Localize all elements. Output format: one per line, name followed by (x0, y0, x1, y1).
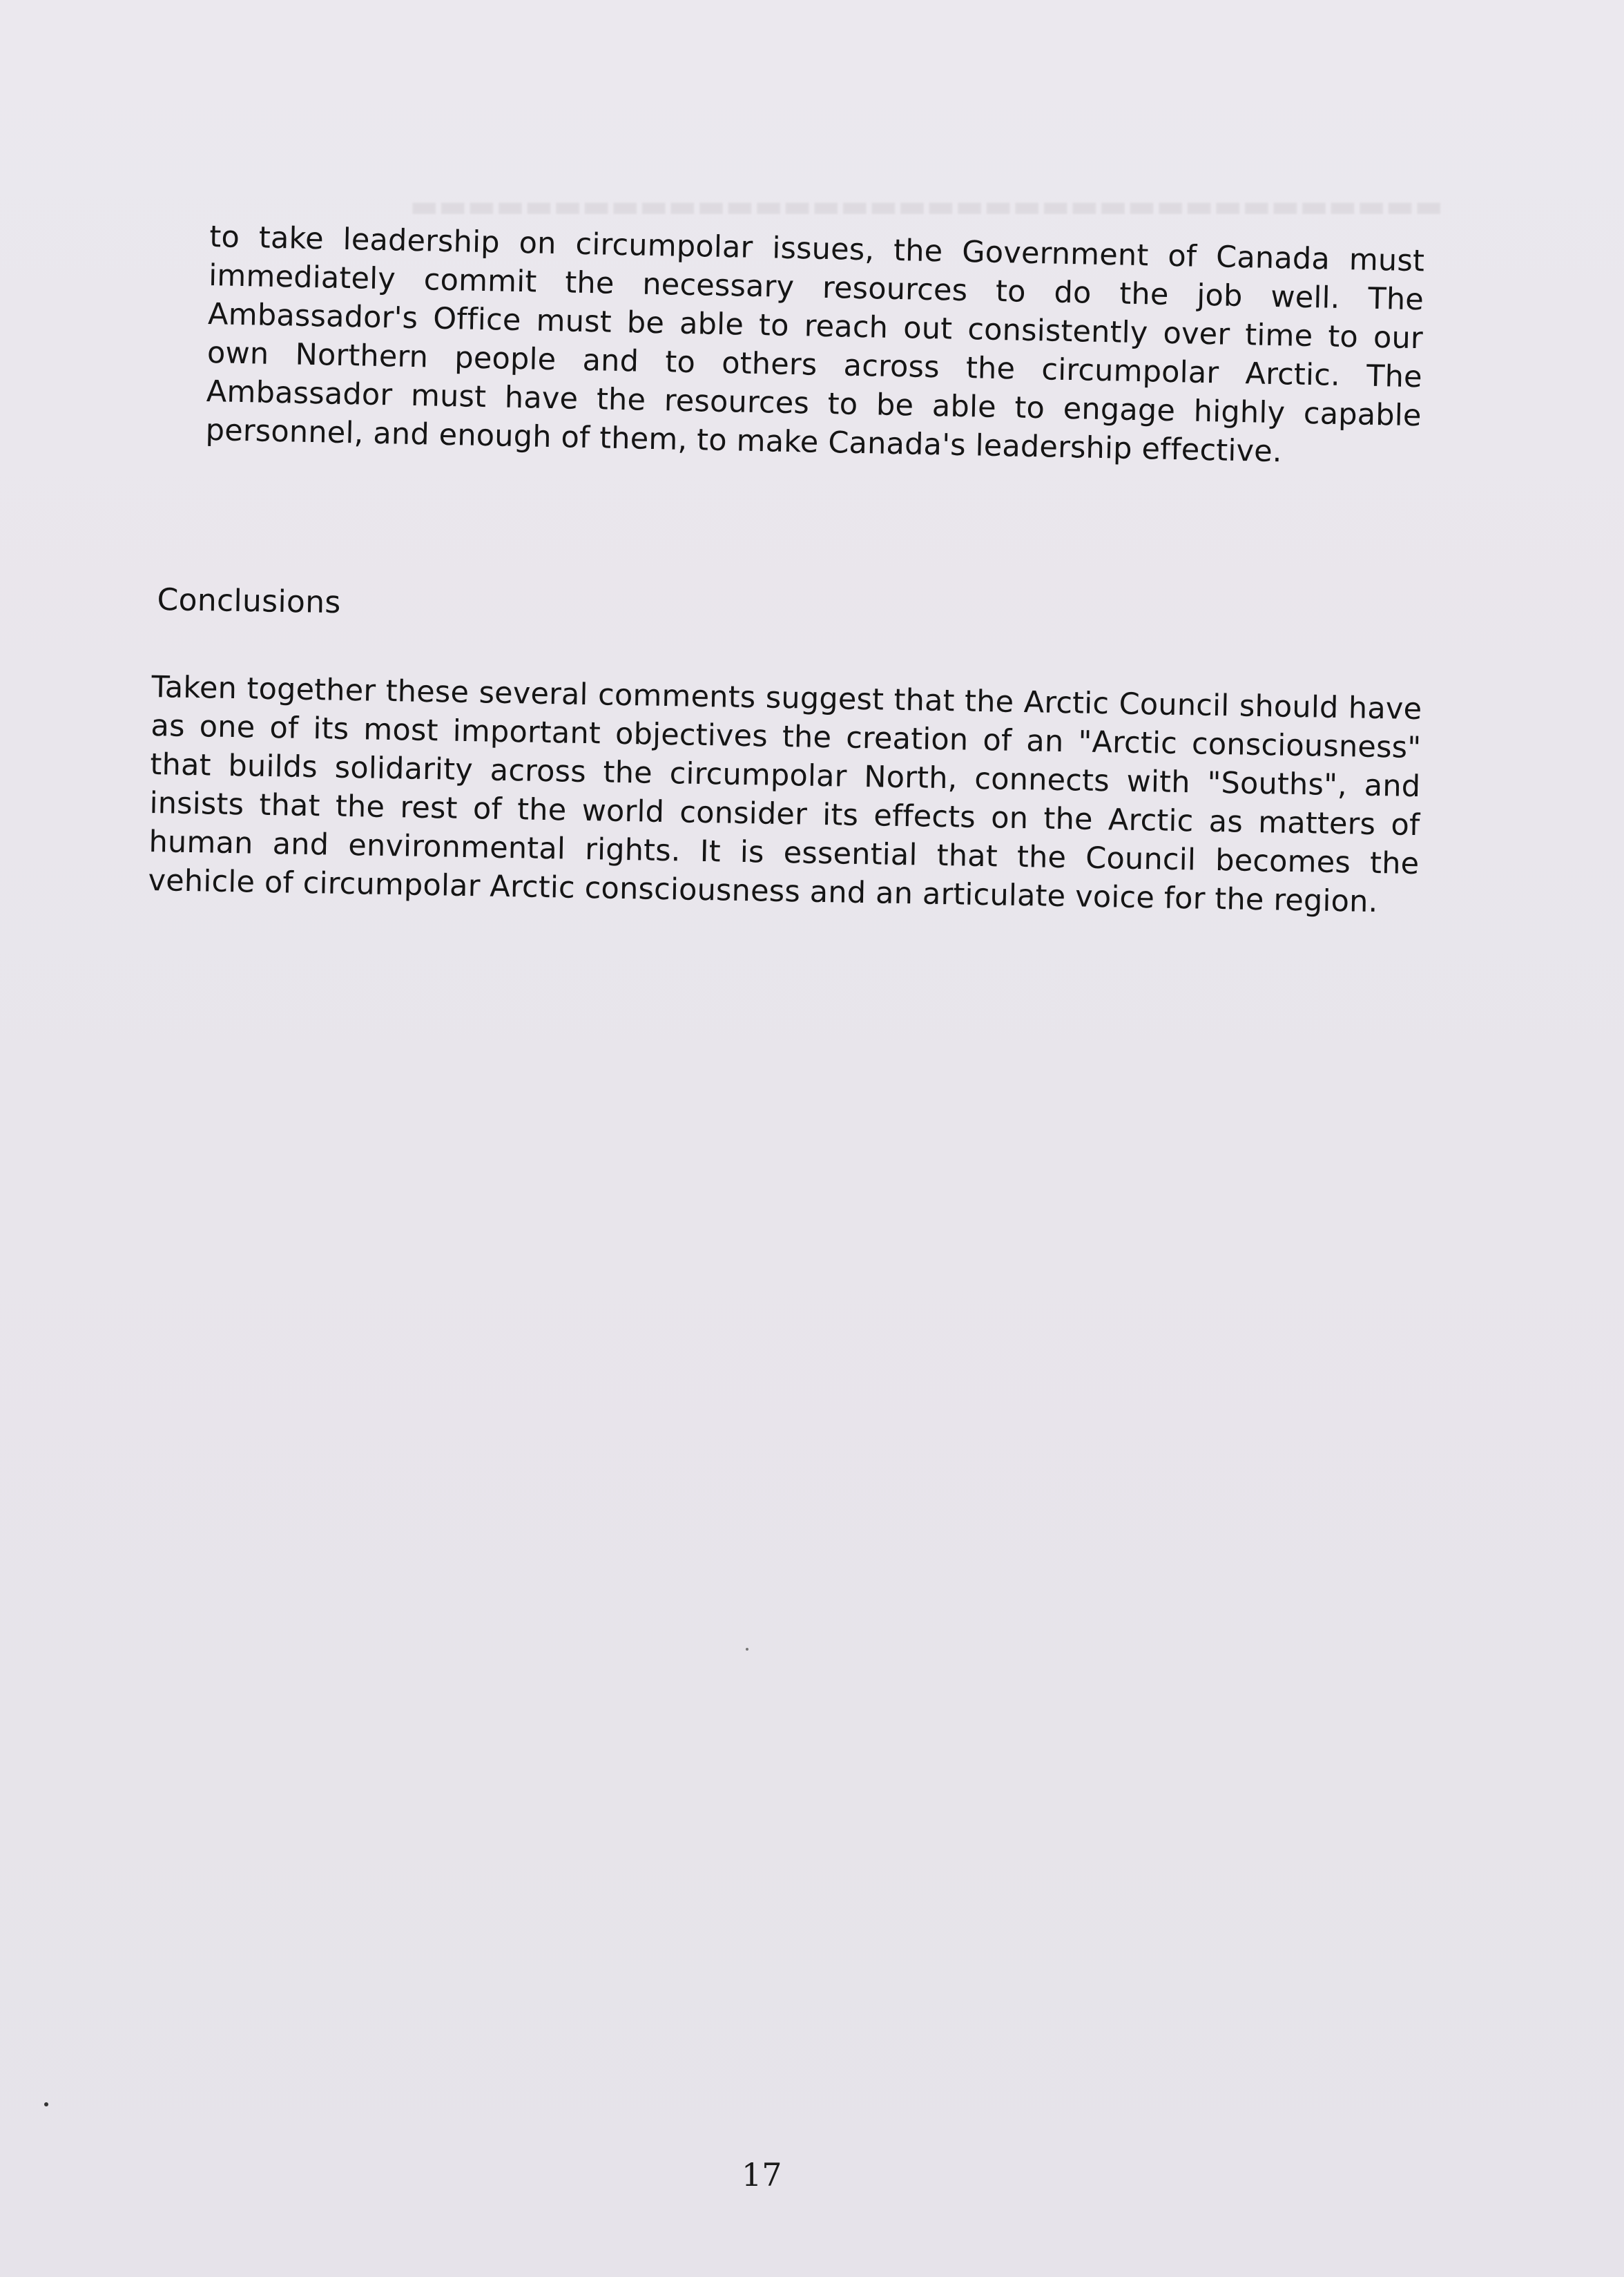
page-number: 17 (742, 2156, 782, 2193)
scan-speck (746, 1648, 748, 1651)
body-paragraph-conclusions: Taken together these several comments suggest that the Arctic Council should have as one of its most important objectives the creation of an "Arctic consciousness" that builds solidarity across the circumpolar North, connects with "Souths", and insists that the rest of the world consider its effects on the Arctic as matters of human and environmental rights. It is essential that the Council becomes the vehicle of circumpolar Arctic consciousness and an articulate voice for the region. (148, 669, 1422, 920)
scan-speck (44, 2102, 48, 2106)
bleed-through-texture: ​▬▬▬▬▬▬▬▬▬▬▬▬▬▬▬▬▬▬▬▬▬▬▬▬▬▬▬▬▬▬▬▬▬▬▬▬ (409, 189, 1443, 224)
body-paragraph-leadership: to take leadership on circumpolar issues, the Government of Canada must immediately commit the necessary resources to do the job well. The Ambassador's Office must be able to reach out consistently over time to our own Northern people and to others across the circumpolar Arctic. The Ambassador must have the resources to be able to engage highly capable personnel, and enough of them, to make Canada's leadership effective. (205, 219, 1425, 470)
section-heading-conclusions: Conclusions (157, 582, 341, 620)
